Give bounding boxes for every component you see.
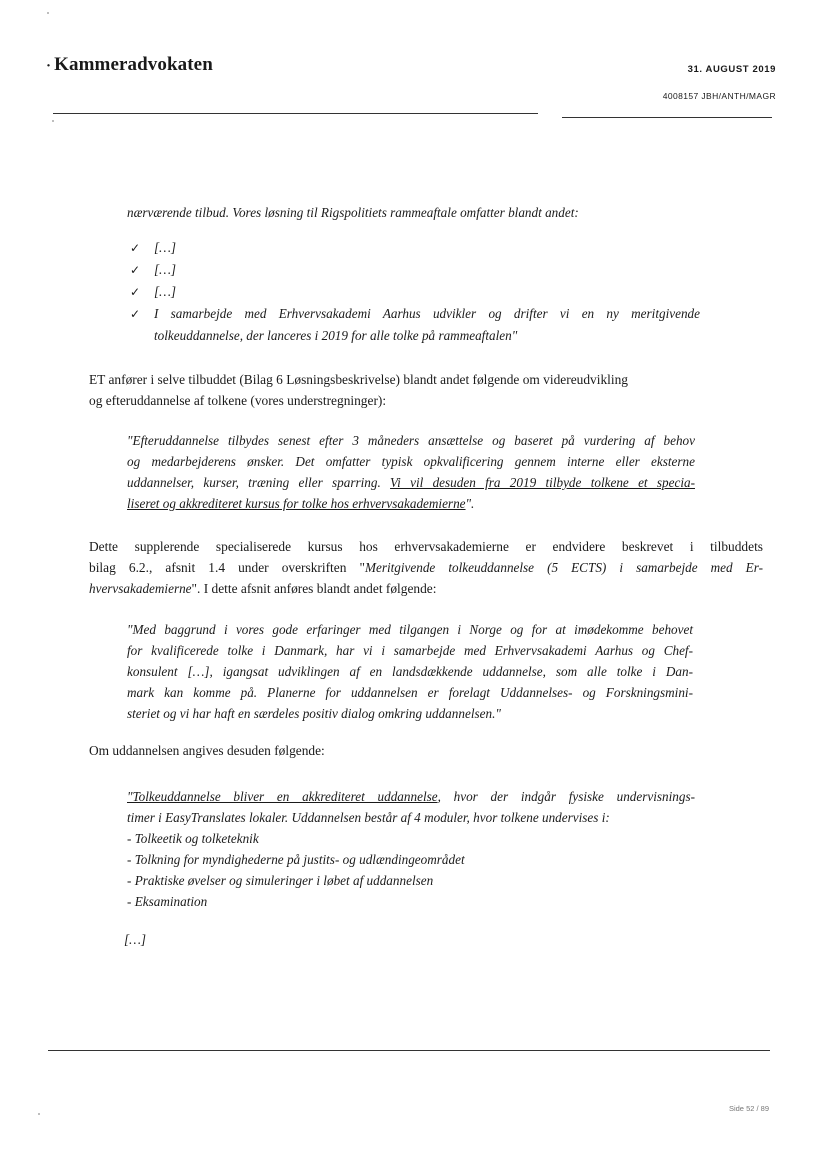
- italic-heading-text: hvervsakademierne: [89, 581, 192, 596]
- module-item: - Eksamination: [127, 894, 208, 909]
- quote-line: og medarbejderens ønsker. Det omfatter typisk opkvalificering gennem interne eller eksterne: [127, 454, 695, 469]
- quote-line: mark kan komme på. Planerne for uddannelsen er forelagt Uddannelses- og Forskningsmini-: [127, 685, 693, 700]
- footer-divider: [48, 1050, 770, 1051]
- paragraph-3: Om uddannelsen angives desuden følgende:: [89, 743, 325, 758]
- quote-line: "Efteruddannelse tilbydes senest efter 3 måneders ansættelse og baseret på vurdering af behov: [127, 433, 695, 448]
- checklist-item: [130, 237, 700, 259]
- checkmark-icon: ✓: [130, 241, 141, 255]
- checklist-item-text: […]: [154, 284, 176, 299]
- document-date: 31. AUGUST 2019: [687, 64, 776, 75]
- scan-speck: [47, 12, 49, 14]
- paragraph-line: Dette supplerende specialiserede kursus hos erhvervsakademierne er endvidere beskrevet i tilbuddets: [89, 539, 763, 554]
- quote-line: "Med baggrund i vores gode erfaringer med tilgangen i Norge og for at imødekomme behovet: [127, 622, 693, 637]
- module-item: - Tolkning for myndighederne på justits- og udlændingeområdet: [127, 852, 465, 867]
- intro-line: nærværende tilbud. Vores løsning til Rigspolitiets rammeaftale omfatter blandt andet:: [127, 205, 579, 220]
- checklist-item: [130, 281, 700, 303]
- scan-speck: [52, 120, 54, 122]
- checklist-item-text: […]: [154, 262, 176, 277]
- paragraph-text: ". I dette afsnit anføres blandt andet følgende:: [191, 581, 437, 596]
- logo-text: Kammeradvokaten: [54, 54, 213, 75]
- quote-line: [127, 786, 695, 807]
- checklist-item-continuation: tolkeuddannelse, der lanceres i 2019 for alle tolke på rammeaftalen": [154, 328, 518, 343]
- checklist-item-text: I samarbejde med Erhvervsakademi Aarhus udvikler og drifter vi en ny meritgivende: [154, 306, 700, 321]
- header-divider-left: [53, 113, 538, 114]
- logo: [46, 54, 213, 76]
- paragraph-line: [89, 578, 763, 599]
- quote-line: for kvalificerede tolke i Danmark, har vi i samarbejde med Erhvervsakademi Aarhus og Chef-: [127, 643, 693, 658]
- quote-line: konsulent […], igangsat udviklingen af en landsdækkende uddannelse, som alle tolke i Dan-: [127, 664, 693, 679]
- paragraph-2: [89, 536, 763, 599]
- quote-line: steriet og vi har haft en særdeles positiv dialog omkring uddannelsen.": [127, 706, 501, 721]
- quote-3: [127, 786, 695, 912]
- underlined-text: "Tolkeuddannelse bliver en akkrediteret uddannelse: [127, 789, 438, 804]
- module-item: - Tolkeetik og tolketeknik: [127, 831, 259, 846]
- checklist-item: [130, 259, 700, 281]
- document-reference: 4008157 JBH/ANTH/MAGR: [662, 91, 776, 101]
- quote-text: ".: [465, 496, 475, 511]
- paragraph-line: og efteruddannelse af tolkene (vores understregninger):: [89, 393, 387, 408]
- checkmark-icon: ✓: [130, 307, 141, 321]
- quote-line: [127, 472, 695, 493]
- underlined-text: liseret og akkrediteret kursus for tolke hos erhvervsakademierne: [127, 496, 466, 511]
- quote-line: [127, 493, 695, 514]
- quote-line: timer i EasyTranslates lokaler. Uddannelsen består af 4 moduler, hvor tolkene undervises i:: [127, 810, 610, 825]
- checklist-item-text: […]: [154, 240, 176, 255]
- checklist: [130, 237, 700, 346]
- omission-ellipsis: […]: [124, 932, 146, 947]
- paragraph-line: ET anfører i selve tilbuddet (Bilag 6 Løsningsbeskrivelse) blandt andet følgende om videreudvikling: [89, 372, 628, 387]
- page-number: Side 52 / 89: [728, 1104, 769, 1113]
- quote-text: , hvor der indgår fysiske undervisnings-: [437, 789, 695, 804]
- italic-heading-text: Meritgivende tolkeuddannelse (5 ECTS) i samarbejde med Er-: [364, 560, 763, 575]
- logo-dot-icon: ·: [46, 58, 52, 74]
- header-divider-right: [562, 117, 772, 118]
- module-item: - Praktiske øvelser og simuleringer i løbet af uddannelsen: [127, 873, 434, 888]
- checklist-item: [130, 303, 700, 325]
- quote-text: uddannelser, kurser, træning eller sparring.: [127, 475, 391, 490]
- paragraph-text: bilag 6.2., afsnit 1.4 under overskriften ": [89, 560, 365, 575]
- scan-speck: [38, 1113, 40, 1115]
- quote-1: [127, 430, 695, 514]
- checkmark-icon: ✓: [130, 285, 141, 299]
- quote-2: [127, 619, 693, 724]
- checkmark-icon: ✓: [130, 263, 141, 277]
- paragraph-line: [89, 557, 763, 578]
- paragraph-1: [89, 369, 699, 411]
- underlined-text: Vi vil desuden fra 2019 tilbyde tolkene et specia-: [390, 475, 695, 490]
